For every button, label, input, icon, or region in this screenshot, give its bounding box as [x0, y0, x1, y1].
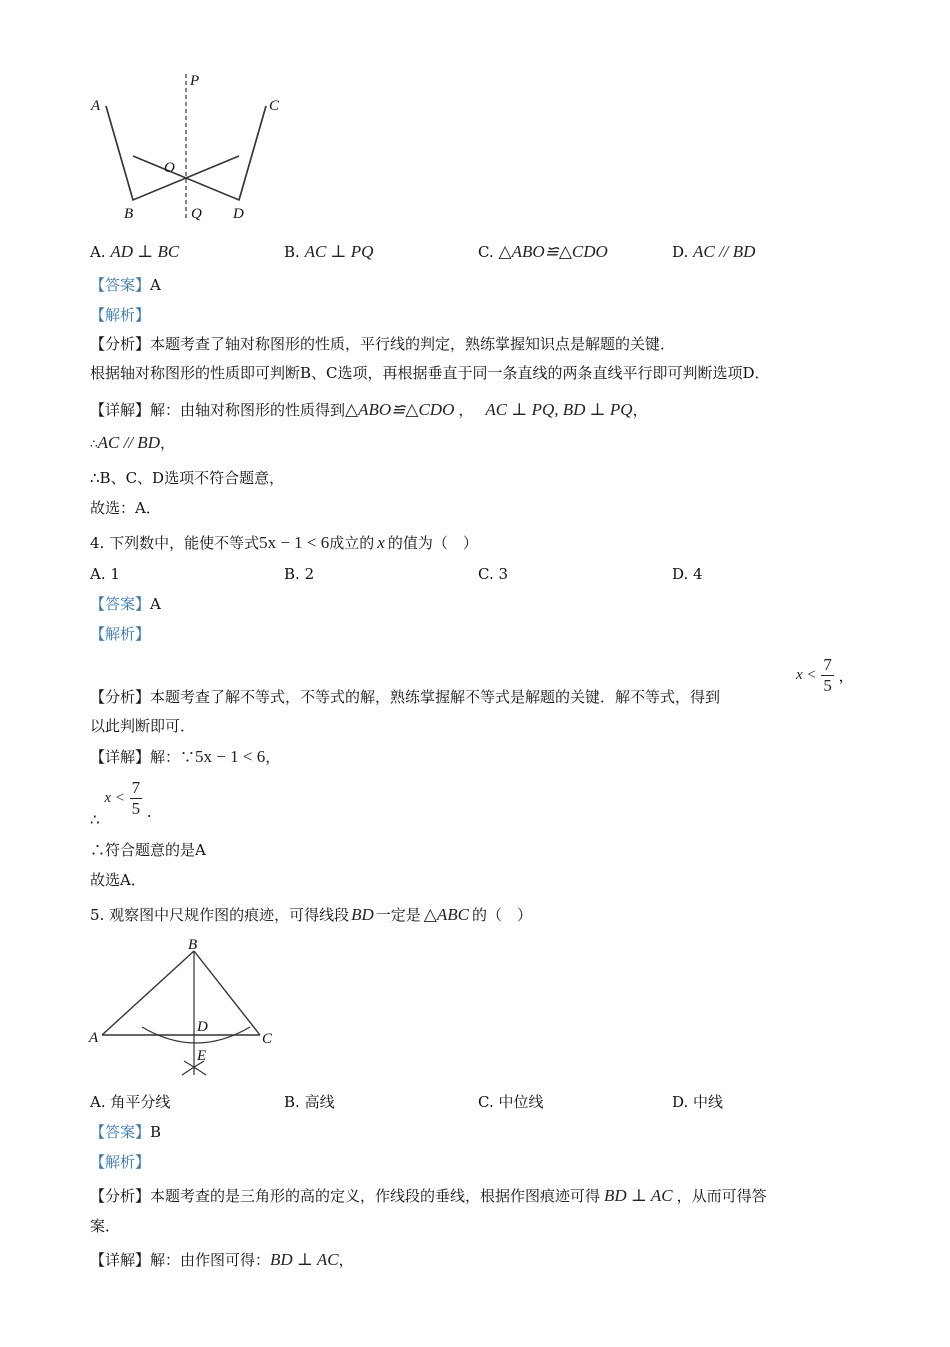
stem-prefix: 5. 观察图中尺规作图的痕迹，可得线段 — [90, 906, 350, 924]
option-value: 3 — [498, 565, 509, 583]
therefore-end: ， — [159, 434, 175, 452]
answer-tag: 【答案】 — [90, 595, 151, 613]
q5-option-d — [672, 1092, 723, 1112]
q4-analysis-tag: 【解析】 — [90, 625, 151, 643]
q4-option-d — [672, 564, 703, 584]
detail-expr: BD ⊥ AC — [270, 1250, 339, 1269]
detail-end: ， — [338, 1251, 354, 1269]
option-label: A. — [90, 243, 106, 261]
therefore-symbol: ∴ — [90, 437, 98, 451]
analysis-text: 本题考查了轴对称图形的性质，平行线的判定，熟练掌握知识点是解题的关键． — [150, 335, 676, 353]
stem-prefix: 4. 下列数中，能使不等式 — [90, 534, 260, 552]
analysis-text: 本题考查的是三角形的高的定义，作线段的垂线，根据作图痕迹可得 — [150, 1187, 601, 1205]
q4-detail — [90, 747, 280, 767]
q4-therefore-2: ∴符合题意的是A — [90, 841, 206, 859]
detail-sep: ， — [458, 401, 474, 419]
segment-cd-side — [239, 106, 266, 200]
option-label: A. — [90, 565, 106, 583]
q5-label-a: A — [89, 1030, 99, 1046]
option-label: B. — [284, 243, 300, 261]
stem-triangle-abc: △ABC — [423, 905, 469, 924]
stem-segment-bd: BD — [351, 905, 374, 924]
q5-label-c: C — [262, 1031, 273, 1047]
side-ab — [102, 951, 194, 1035]
q5-stem — [90, 905, 532, 925]
q3-label-d: D — [233, 206, 244, 222]
analysis-head: 【分析】 — [90, 688, 151, 706]
answer-tag: 【答案】 — [90, 276, 151, 294]
option-value: 中位线 — [498, 1093, 544, 1111]
q5-detail — [90, 1250, 354, 1270]
q4-option-a — [90, 564, 120, 584]
q4-stem — [90, 533, 478, 553]
q3-label-q: Q — [191, 206, 202, 222]
detail-expr-congruent: △ABO≌△CDO — [345, 400, 455, 419]
option-label: B. — [284, 1093, 300, 1111]
q5-option-b — [284, 1092, 335, 1112]
detail-head: 【详解】 — [90, 1251, 151, 1269]
q3-label-c: C — [269, 98, 280, 114]
stem-mid: 一定是 — [375, 906, 421, 924]
q4-option-c — [478, 564, 508, 584]
detail-head: 【详解】 — [90, 401, 151, 419]
q3-option-c — [478, 242, 608, 262]
option-expr: AD ⊥ BC — [110, 242, 180, 261]
option-label: D. — [672, 1093, 689, 1111]
answer-value: A — [150, 276, 161, 294]
q3-choose: 故选：A． — [90, 499, 161, 517]
option-value: 角平分线 — [110, 1093, 171, 1111]
fraction-seven-fifths — [821, 655, 834, 696]
q4-analysis — [90, 687, 720, 707]
stem-inequality: 5x − 1 < 6 — [259, 533, 330, 552]
option-value: 高线 — [304, 1093, 335, 1111]
q5-option-c — [478, 1092, 544, 1112]
therefore-end: ． — [146, 802, 162, 821]
q4-therefore-1 — [90, 778, 162, 829]
analysis-head: 【分析】 — [90, 335, 151, 353]
q3-label-p: P — [190, 73, 200, 89]
option-label: D. — [672, 243, 689, 261]
q5-analysis-tag: 【解析】 — [90, 1153, 151, 1171]
option-label: A. — [90, 1093, 106, 1111]
stem-suffix: 的值为（ ） — [387, 534, 478, 552]
option-label: C. — [478, 565, 494, 583]
q4-answer — [90, 594, 161, 614]
therefore-expr: AC // BD — [97, 433, 160, 452]
q5-figure — [86, 935, 286, 1085]
q3-answer — [90, 275, 161, 295]
q5-option-a — [90, 1092, 170, 1112]
q3-option-d — [672, 242, 755, 262]
fraction-numerator: 7 — [131, 778, 141, 797]
detail-end: ， — [265, 748, 281, 766]
analysis-head: 【分析】 — [90, 1187, 151, 1205]
detail-text: 解：∵ — [150, 748, 196, 766]
option-value: 4 — [693, 565, 703, 583]
fraction-numerator: 7 — [823, 655, 832, 674]
q5-label-e: E — [197, 1048, 207, 1064]
answer-value: B — [150, 1123, 162, 1141]
option-expr: △ABO≌△CDO — [498, 242, 608, 261]
segment-ao-side — [106, 106, 133, 200]
analysis-expr: BD ⊥ AC — [604, 1186, 673, 1205]
q3-analysis-line2: 根据轴对称图形的性质即可判断B、C选项，再根据垂直于同一条直线的两条直线平行即可判断选项D． — [90, 364, 770, 382]
option-value: 中线 — [693, 1093, 724, 1111]
detail-sep: ， — [632, 401, 648, 419]
q5-analysis-line2: 案． — [90, 1217, 121, 1235]
stem-suffix: 的（ ） — [471, 906, 532, 924]
q3-therefore-2: ∴B、C、D选项不符合题意， — [90, 469, 285, 487]
q3-detail — [90, 400, 648, 420]
fraction-denominator: 5 — [131, 799, 141, 818]
therefore-lhs: x < — [104, 790, 125, 806]
q3-label-b: B — [124, 206, 134, 222]
q5-label-d: D — [197, 1019, 208, 1035]
option-label: B. — [284, 565, 300, 583]
option-expr: AC ⊥ PQ — [304, 242, 374, 261]
detail-text: 解：由作图可得： — [150, 1251, 271, 1269]
fraction-denominator: 5 — [823, 676, 832, 695]
q3-analysis — [90, 334, 675, 354]
q4-choose: 故选A． — [90, 871, 146, 889]
q3-analysis-tag: 【解析】 — [90, 306, 151, 324]
analysis-tail: ，从而可得答 — [676, 1187, 767, 1205]
fraction-seven-fifths — [130, 778, 143, 819]
q5-label-b: B — [188, 937, 198, 953]
q4-analysis-line2: 以此判断即可． — [90, 717, 196, 735]
answer-value: A — [150, 595, 161, 613]
q3-therefore-1 — [90, 433, 175, 454]
q3-label-o: O — [164, 160, 175, 176]
option-value: 1 — [110, 565, 120, 583]
triangle-cdo-sides — [133, 106, 266, 200]
option-label: D. — [672, 565, 689, 583]
q4-analysis-fraction — [796, 655, 854, 696]
detail-expr-perpendicular: AC ⊥ PQ, BD ⊥ PQ — [485, 400, 633, 419]
option-label: C. — [478, 243, 494, 261]
detail-head: 【详解】 — [90, 748, 151, 766]
detail-text: 解：由轴对称图形的性质得到 — [150, 401, 346, 419]
option-value: 2 — [304, 565, 315, 583]
q5-analysis — [90, 1186, 767, 1206]
answer-tag: 【答案】 — [90, 1123, 151, 1141]
stem-mid: 成立的 — [329, 534, 375, 552]
stem-variable: x — [377, 533, 385, 552]
option-expr: AC // BD — [693, 242, 756, 261]
therefore-symbol: ∴ — [90, 810, 100, 829]
detail-inequality: 5x − 1 < 6 — [195, 747, 266, 766]
option-label: C. — [478, 1093, 494, 1111]
analysis-text: 本题考查了解不等式，不等式的解，熟练掌握解不等式是解题的关键．解不等式，得到 — [150, 688, 721, 706]
q3-option-b — [284, 242, 373, 262]
q3-figure — [86, 68, 296, 228]
analysis-end: ， — [838, 667, 854, 685]
triangle-abo-sides — [106, 106, 239, 200]
fraction-lhs: x < — [796, 667, 817, 683]
q4-option-b — [284, 564, 314, 584]
q3-label-a: A — [91, 98, 101, 114]
q3-option-a — [90, 242, 179, 262]
q5-answer — [90, 1122, 161, 1142]
